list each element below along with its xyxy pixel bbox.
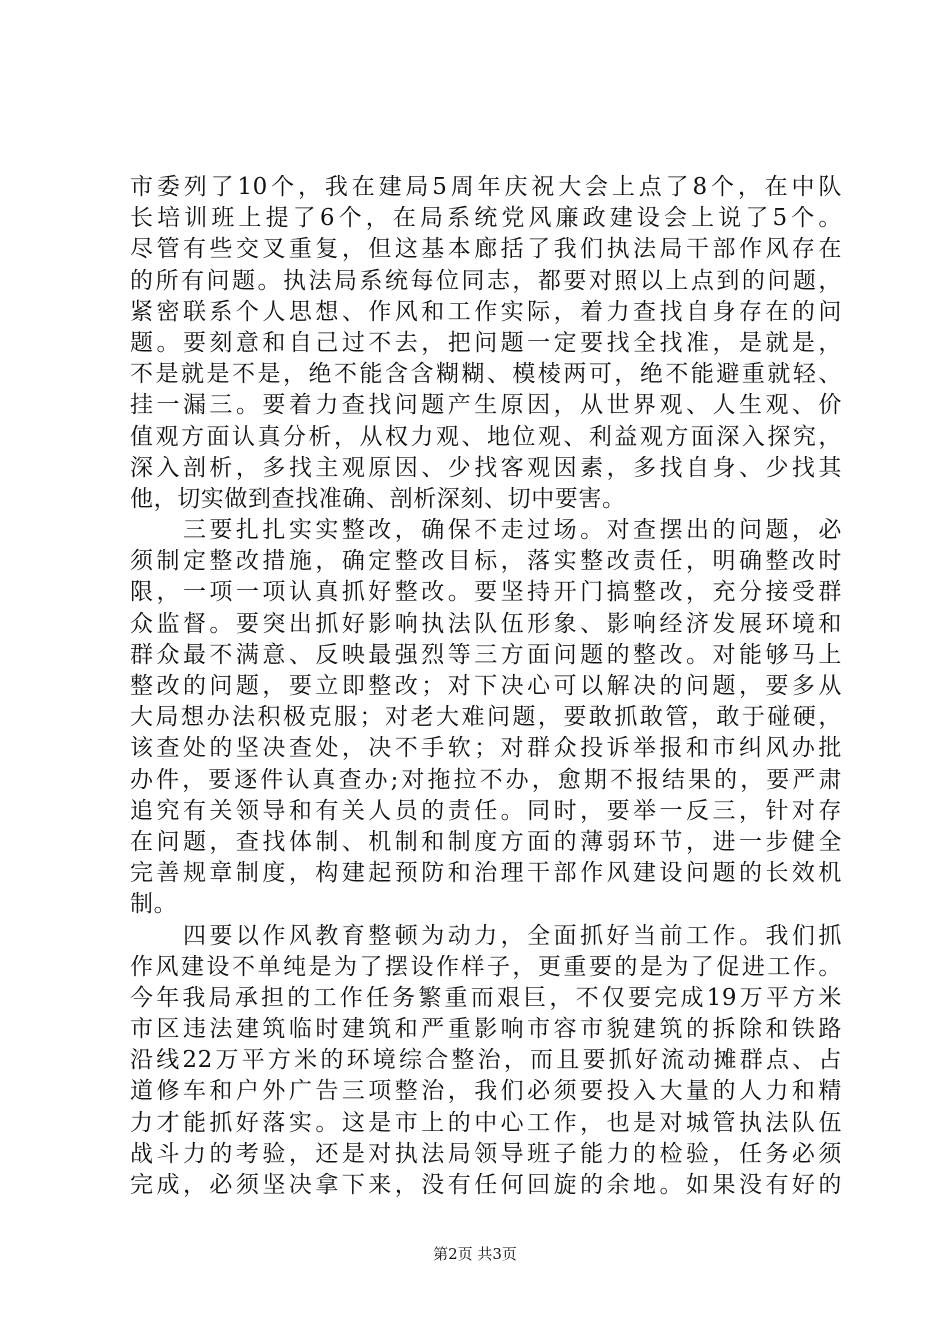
text-line: 作风建设不单纯是为了摆设作样子，更重要的是为了促进工作。 [130,953,842,980]
text-line: 众监督。要突出抓好影响执法队伍形象、影响经济发展环境和 [130,610,842,637]
text-line: 大局想办法积极克服；对老大难问题，要敢抓敢管，敢于碰硬， [130,704,842,731]
text-line: 紧密联系个人思想、作风和工作实际，着力查找自身存在的问 [130,298,842,325]
text-line: 须制定整改措施，确定整改目标，落实整改责任，明确整改时 [130,548,842,575]
text-line: 长培训班上提了6个，在局系统党风廉政建设会上说了5个。 [130,205,842,232]
text-line: 不是就是不是，绝不能含含糊糊、模棱两可，绝不能避重就轻、 [130,361,842,388]
text-line: 道修车和户外广告三项整治，我们必须要投入大量的人力和精 [130,1078,842,1105]
text-line: 今年我局承担的工作任务繁重而艰巨，不仅要完成19万平方米 [130,984,842,1011]
document-body [130,172,842,1201]
text-line: 市委列了10个，我在建局5周年庆祝大会上点了8个，在中队 [130,174,842,200]
text-line: 力才能抓好落实。这是市上的中心工作，也是对城管执法队伍 [130,1109,842,1136]
text-line: 尽管有些交叉重复，但这基本廊括了我们执法局干部作风存在 [130,236,842,263]
text-line: 完善规章制度，构建起预防和治理干部作风建设问题的长效机 [130,860,842,887]
text-line: 的所有问题。执法局系统每位同志，都要对照以上点到的问题， [130,267,842,294]
text-line: 值观方面认真分析，从权力观、地位观、利益观方面深入探究， [130,423,842,450]
text-line: 三要扎扎实实整改，确保不走过场。对查摆出的问题，必 [130,517,842,544]
text-line: 办件，要逐件认真查办;对拖拉不办，愈期不报结果的，要严肃 [130,766,842,793]
text-line: 整改的问题，要立即整改；对下决心可以解决的问题，要多从 [130,673,842,699]
text-line: 四要以作风教育整顿为动力，全面抓好当前工作。我们抓 [130,922,842,949]
text-line: 深入剖析，多找主观原因、少找客观因素，多找自身、少找其 [130,454,842,481]
text-line: 追究有关领导和有关人员的责任。同时，要举一反三，针对存 [130,797,842,824]
text-line: 制。 [130,891,178,918]
text-line: 限，一项一项认真抓好整改。要坚持开门搞整改，充分接受群 [130,579,842,606]
text-line: 沿线22万平方米的环境综合整治，而且要抓好流动摊群点、占 [130,1047,842,1074]
text-line: 题。要刻意和自己过不去，把问题一定要找全找准，是就是， [130,329,842,356]
text-line: 市区违法建筑临时建筑和严重影响市容市貌建筑的拆除和铁路 [130,1016,842,1043]
text-line: 在问题，查找体制、机制和制度方面的薄弱环节，进一步健全 [130,828,842,855]
text-line: 挂一漏三。要着力查找问题产生原因，从世界观、人生观、价 [130,392,842,419]
text-line: 完成，必须坚决拿下来，没有任何回旋的余地。如果没有好的 [130,1172,842,1198]
text-line: 战斗力的考验，还是对执法局领导班子能力的检验，任务必须 [130,1140,842,1167]
text-line: 他，切实做到查找准确、剖析深刻、切中要害。 [130,485,626,512]
text-line: 该查处的坚决查处，决不手软；对群众投诉举报和市纠风办批 [130,735,842,762]
text-line: 群众最不满意、反映最强烈等三方面问题的整改。对能够马上 [130,641,842,668]
page-number-footer: 第2页 共3页 [433,1245,517,1263]
